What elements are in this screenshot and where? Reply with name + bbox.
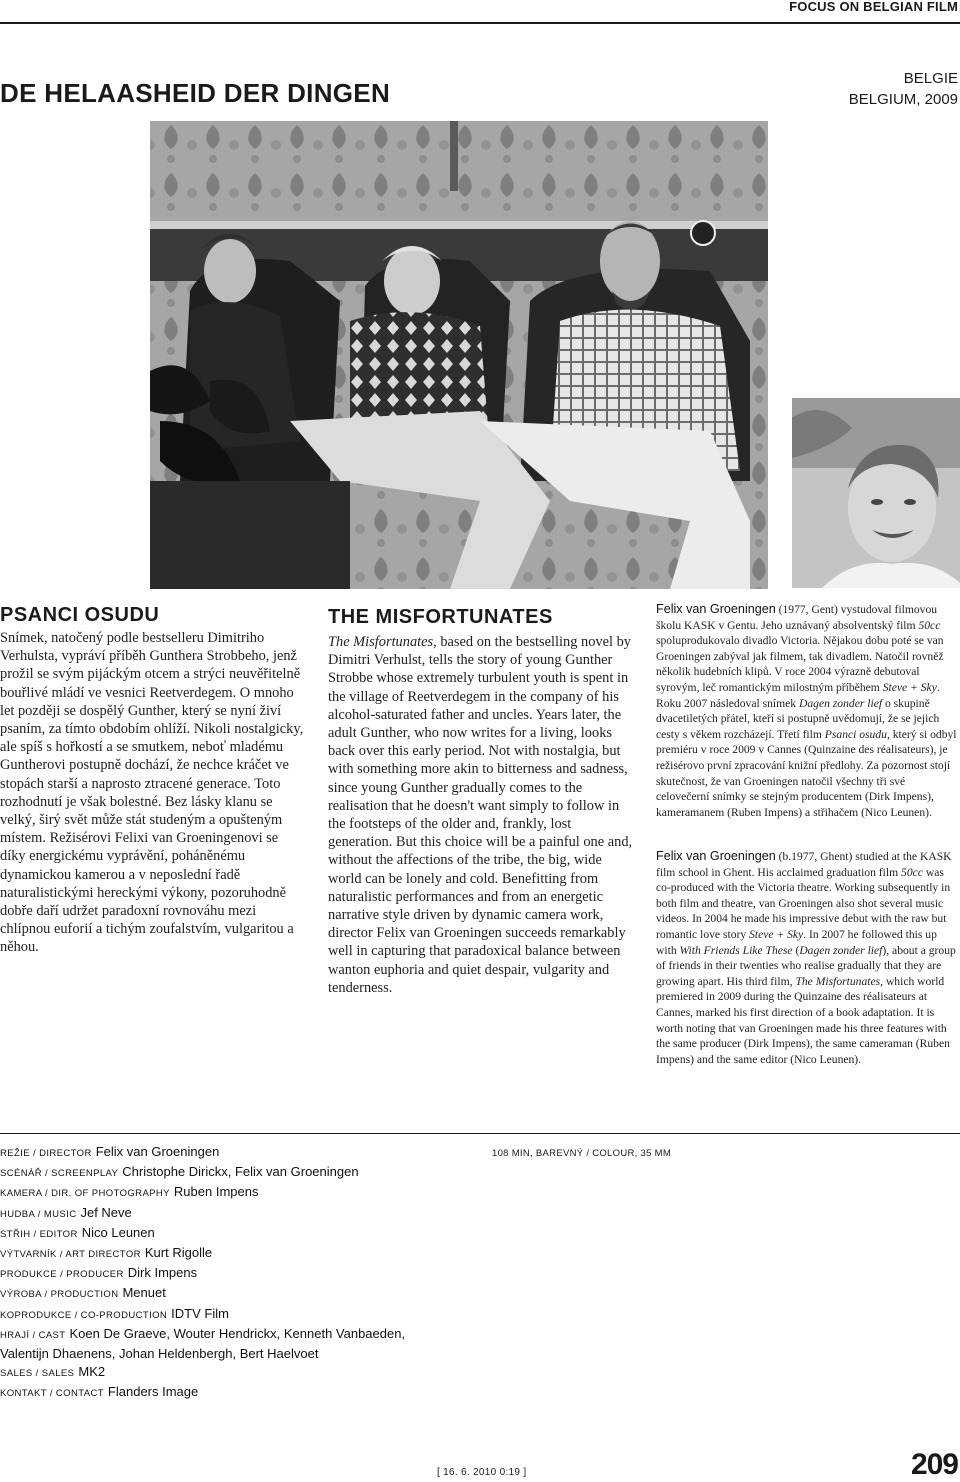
film-title: DE HELAASHEID DER DINGEN — [0, 78, 391, 108]
credit-label: PRODUKCE / PRODUCER — [0, 1269, 124, 1281]
bio-film-title: Psanci osudu — [824, 727, 887, 741]
bio-film-title: The Misfortunates — [795, 974, 881, 988]
bio-text: (1977, Gent) vystudoval filmovou školu KASK v Gentu. Jeho uznávaný absolventský film — [656, 603, 938, 632]
credit-cast — [0, 1325, 420, 1363]
credit-production — [0, 1284, 480, 1304]
credit-value: Kurt Rigolle — [144, 1245, 213, 1261]
bio-film-title: With Friends Like These — [679, 943, 793, 957]
bio-film-title: 50cc — [918, 618, 941, 632]
credit-label: SALES / SALES — [0, 1368, 75, 1380]
director-portrait — [792, 398, 960, 588]
czech-title: PSANCI OSUDU — [0, 604, 160, 626]
credit-label: VÝROBA / PRODUCTION — [0, 1289, 119, 1301]
credit-value: Flanders Image — [107, 1384, 199, 1400]
director-bio-en — [656, 849, 958, 1067]
print-timestamp: [ 16. 6. 2010 0:19 ] — [437, 1467, 527, 1478]
credit-value: Dirk Impens — [127, 1265, 198, 1281]
bio-text: ), about a group of friends in their twenties who realise gradually that they are growing apart. His third film, — [656, 943, 956, 988]
credit-label: HUDBA / MUSIC — [0, 1208, 77, 1220]
header-rule — [0, 22, 960, 24]
director-name: Felix van Groeningen — [656, 602, 776, 616]
credit-value: Koen De Graeve, Wouter Hendrickx, Kenneth Vanbaeden, Valentijn Dhaenens, Johan Heldenbergh, Bert Haelvoet — [0, 1325, 406, 1362]
film-still — [150, 121, 768, 589]
director-portrait-illustration — [792, 398, 960, 588]
credit-photography — [0, 1183, 480, 1203]
bio-text: . Roku 2007 následoval snímek — [656, 680, 940, 710]
bio-text: , which world premiered in 2009 during the Quinzaine des réalisateurs at Cannes, marked his first direction of a book adaptation. It is worth noting that van Groeningen made his three features with the same producer (Dirk Impens), the same cameraman (Ruben Impens) and the same editor (Nico Leunen). — [656, 974, 950, 1066]
credit-art-director — [0, 1244, 480, 1264]
credits-rule — [0, 1133, 960, 1134]
credit-producer — [0, 1264, 480, 1284]
credit-value: Menuet — [122, 1285, 166, 1301]
credit-director — [0, 1143, 480, 1163]
film-still-illustration — [150, 121, 768, 589]
credit-co-production — [0, 1305, 480, 1325]
credit-label: SCÉNÁŘ / SCREENPLAY — [0, 1168, 119, 1180]
credit-label: KONTAKT / CONTACT — [0, 1388, 104, 1400]
country-cz: BELGIE — [903, 70, 958, 87]
english-title: THE MISFORTUNATES — [328, 606, 553, 628]
credit-value: MK2 — [78, 1364, 106, 1380]
director-bio-cz — [656, 602, 958, 820]
credit-contact — [0, 1383, 480, 1403]
bio-film-title: 50cc — [901, 865, 923, 879]
bio-film-title: Dagen zonder lief — [798, 696, 883, 710]
credit-value: IDTV Film — [171, 1305, 229, 1321]
credit-sales — [0, 1363, 480, 1383]
film-title-italic: The Misfortunates — [328, 634, 434, 650]
bio-text: . In 2007 he followed this up with — [656, 927, 937, 957]
director-name: Felix van Groeningen — [656, 849, 776, 863]
credit-label: REŽIE / DIRECTOR — [0, 1148, 92, 1159]
bio-text: (b.1977, Ghent) studied at the KASK film school in Ghent. His acclaimed graduation film — [656, 850, 952, 879]
credit-label: HRAJÍ / CAST — [0, 1329, 66, 1341]
credit-value: Jef Neve — [80, 1204, 132, 1220]
bio-text: ( — [792, 943, 800, 957]
bio-film-title: Steve + Sky — [882, 680, 937, 694]
credit-label: STŘIH / EDITOR — [0, 1228, 78, 1240]
page-number: 209 — [910, 1448, 958, 1481]
section-label: FOCUS ON BELGIAN FILM — [789, 0, 958, 14]
credit-label: KOPRODUKCE / CO-PRODUCTION — [0, 1309, 168, 1321]
bio-text: o skupině dvacetiletých přátel, kteří si postupně uvědomují, že se jejich cesty s věkem rozcházejí. Třetí film — [656, 696, 940, 741]
bio-text: , který si odbyl premiéru v roce 2009 v Cannes (Quinzaine des réalisateurs), je režisérovo první zpracování knižní předlohy. Za pozornost stojí skutečnost, že van Groeningen natočil všechny tři své celovečerní snímky se stejným producentem (Dirk Impens), kameramanem (Ruben Impens) a střihačem (Nico Leunen). — [656, 727, 957, 819]
credit-label: VÝTVARNÍK / ART DIRECTOR — [0, 1249, 141, 1261]
credit-value: Christophe Dirickx, Felix van Groeningen — [122, 1164, 359, 1180]
country-year — [849, 68, 958, 110]
credit-music — [0, 1204, 480, 1224]
credits-list — [0, 1143, 480, 1404]
english-synopsis-text: , based on the bestselling novel by Dimitri Verhulst, tells the story of young Gunther Strobbe whose extremely turbulent youth is spent in the village of Reetverdegem in the company of his alcohol-saturated father and uncles. Years later, the adult Gunther, who now writes for a living, looks back over this early period. Not with nostalgia, but with something more akin to bitterness and sadness, since young Gunther gradually comes to the realisation that he doesn't want simply to follow in the footsteps of the older and, frankly, lost generation. But this choice will be a painful one and, without the affections of the tribe, the big, wide world can be lonely and cold. Benefitting from naturalistic performances and from an energetic narrative style driven by dynamic camera work, director Felix van Groeningen succeeds remarkably well in capturing that paradoxical balance between wanton euphoria and quiet despair, vulgarity and tenderness. — [328, 634, 633, 996]
credit-value: Nico Leunen — [81, 1224, 155, 1240]
credit-label: KAMERA / DIR. OF PHOTOGRAPHY — [0, 1188, 170, 1200]
credit-value: Ruben Impens — [173, 1184, 259, 1200]
czech-synopsis: Snímek, natočený podle bestselleru Dimitriho Verhulsta, vypráví příběh Gunthera Strobbeho, jenž prožil se svým pijáckým otcem a strýci neuvěřitelně bouřlivé mládí ve vesnici Reetverdegem. O mnoho let později se dospělý Gunther, který se nyní živí psaním, za tímto obdobím ohlíží. Nikoli nostalgicky, ale spíš s hořkostí a se smutkem, neboť mladému Guntherovi postupně dochází, že nechce kráčet ve stopách starší a naprosto ztracené generace. Toto rozhodnutí je však bolestné. Bez lásky klanu se velký, širý svět může stát studeným a opušteným místem. Režisérovi Felixi van Groeningenovi se díky energickému vyprávění, poháněnému dynamickou kamerou a v neposlední řadě naturalistickými hereckými výkony, pozoruhodně dobře daří udržet paradoxní rovnováhu mezi chlípnou euforií a tichým zoufalstvím, vulgaritou a něhou. — [0, 630, 304, 956]
film-specs: 108 MIN, BAREVNÝ / COLOUR, 35 MM — [492, 1148, 672, 1159]
english-synopsis — [328, 633, 634, 997]
bio-film-title: Steve + Sky — [749, 927, 804, 941]
country-en-year: BELGIUM, 2009 — [848, 91, 958, 108]
credit-editor — [0, 1224, 480, 1244]
bio-text: spoluprodukovalo divadlo Victoria. Nějakou dobu poté se van Groeningen zabýval jak filmem, tak divadlem. Natočil rovněž několik hudebních klipů. V roce 2004 výrazně debutoval syrovým, leč romantickým milostným příběhem — [656, 634, 944, 694]
bio-text: was co-produced with the Victoria theatre. Working subsequently in both film and theatre, van Groeningen also shot several music videos. In 2004 he made his impressive debut with the raw but romantic love story — [656, 865, 951, 941]
credit-screenplay — [0, 1163, 480, 1183]
bio-film-title: Dagen zonder lief — [799, 943, 883, 957]
credit-value: Felix van Groeningen — [95, 1144, 220, 1159]
